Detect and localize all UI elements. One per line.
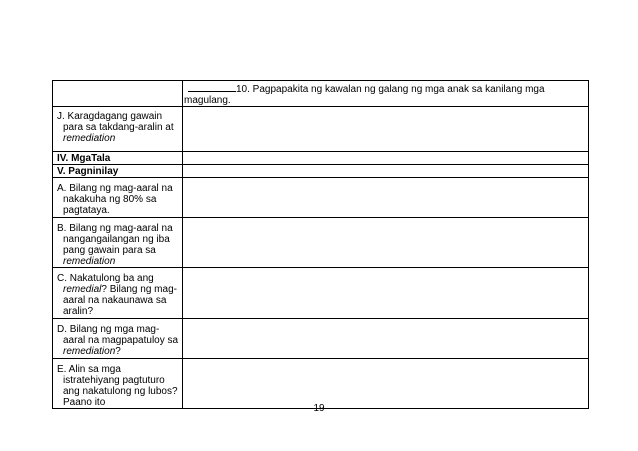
row-d xyxy=(53,319,589,359)
page-number: 19 xyxy=(313,403,325,414)
row-a-label: A. Bilang ng mag-aaral na nakakuha ng 80% sa pagtataya. xyxy=(57,183,173,216)
item-10-text: 10. Pagpapakita ng kawalan ng galang ng mga anak sa kanilang mga magulang. xyxy=(184,84,545,106)
row-d-content-cell xyxy=(183,319,589,359)
row-b-label-cell xyxy=(53,218,183,268)
row-j-label: J. Karagdagang gawain para sa takdang-aralin at remediation xyxy=(57,111,174,144)
row-d-label: D. Bilang ng mga mag-aaral na magpapatuloy sa remediation? xyxy=(57,324,179,357)
row-a-content-cell xyxy=(183,178,589,218)
row-j xyxy=(53,107,589,152)
row-v xyxy=(53,165,589,178)
row-v-label-cell xyxy=(53,165,183,178)
row-e-label-cell xyxy=(53,359,183,409)
row-e-content-cell xyxy=(183,359,589,409)
row-c-label: C. Nakatulong ba ang remedial? Bilang ng mag-aaral na nakaunawa sa aralin? xyxy=(57,273,177,317)
row-iv-label-cell xyxy=(53,152,183,165)
row-iv xyxy=(53,152,589,165)
row-c-content-cell xyxy=(183,268,589,319)
row-a xyxy=(53,178,589,218)
row-d-label-cell xyxy=(53,319,183,359)
row-c xyxy=(53,268,589,319)
row-v-label: V. Pagninilay xyxy=(57,166,119,177)
row-b-content-cell xyxy=(183,218,589,268)
row-a-label-cell xyxy=(53,178,183,218)
row-e xyxy=(53,359,589,409)
row-b-label: B. Bilang ng mag-aaral na nangangailangan ng iba pang gawain para sa remediation xyxy=(57,223,173,267)
row-b xyxy=(53,218,589,268)
row-iv-content-cell xyxy=(183,152,589,165)
row-item-10-content-cell xyxy=(183,81,589,107)
row-j-label-cell xyxy=(53,107,183,152)
row-item-10 xyxy=(53,81,589,107)
answer-blank-line xyxy=(188,82,236,92)
row-c-label-cell xyxy=(53,268,183,319)
row-item-10-label-cell xyxy=(53,81,183,107)
row-iv-label: IV. MgaTala xyxy=(57,153,111,164)
row-e-label: E. Alin sa mga istratehiyang pagtuturo ang nakatulong ng lubos? Paano ito xyxy=(57,364,178,408)
row-j-content-cell xyxy=(183,107,589,152)
row-v-content-cell xyxy=(183,165,589,178)
lesson-plan-table xyxy=(52,80,589,409)
